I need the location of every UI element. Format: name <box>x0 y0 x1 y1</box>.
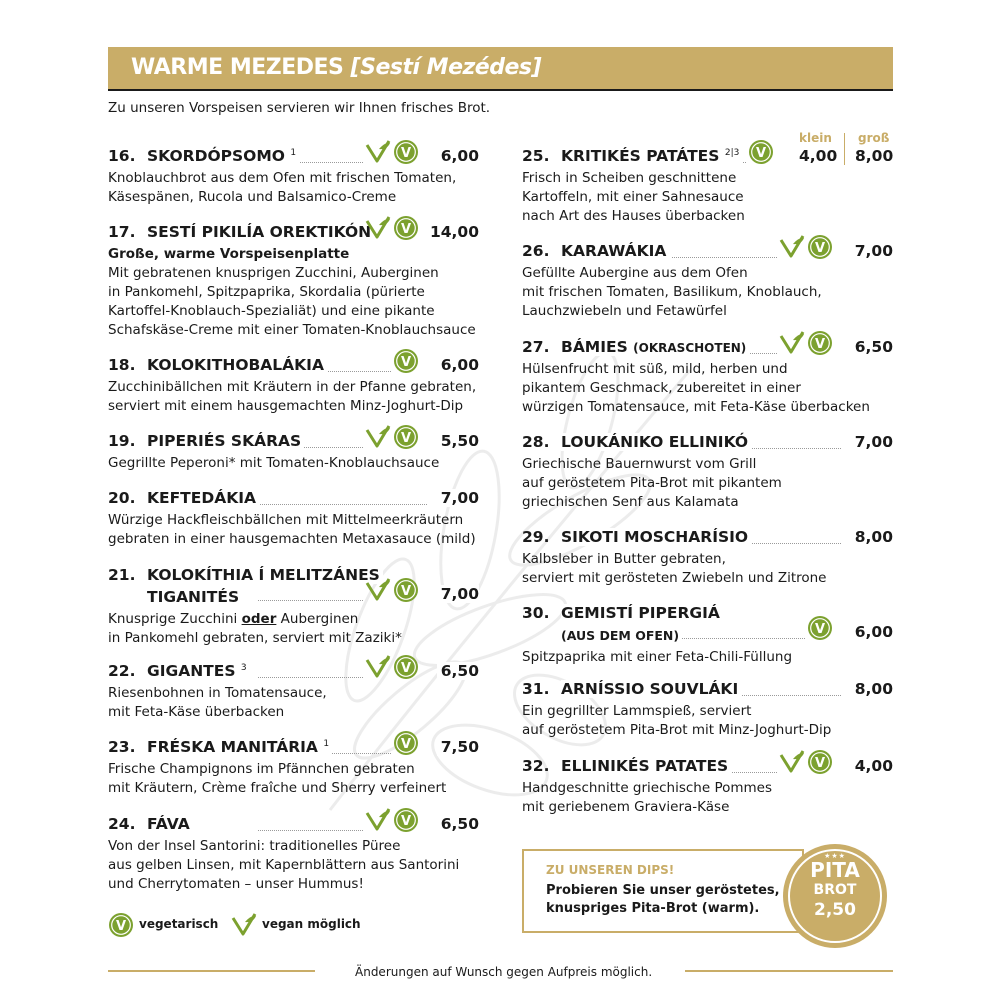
item-number: 27. <box>522 338 550 356</box>
dips-title: ZU UNSEREN DIPS! <box>546 863 675 877</box>
item-number: 16. <box>108 147 136 165</box>
menu-item <box>522 242 893 321</box>
item-name: SKORDÓPSOMO $^1$ <box>147 147 299 165</box>
item-allergen-note: 1 <box>323 738 330 749</box>
item-price: 4,00 <box>851 757 893 775</box>
size-large-label: groß <box>858 131 890 145</box>
item-number: 20. <box>108 489 136 507</box>
item-description-line: mit geriebenem Graviera-Käse <box>522 799 730 815</box>
item-price: 7,00 <box>851 433 893 451</box>
item-description-line: in Pankomehl, Spitzpaprika, Skordalia (pürierte <box>108 284 425 300</box>
vegan-icon <box>231 912 257 938</box>
vegetarian-icon <box>393 348 419 374</box>
item-number: 32. <box>522 757 550 775</box>
footer-line-right <box>685 970 893 972</box>
item-number: 30. <box>522 604 550 622</box>
svg-text:V: V <box>400 661 412 676</box>
vegetarian-icon <box>108 912 134 938</box>
item-price: 8,00 <box>851 528 893 546</box>
vegan-icon <box>365 577 391 603</box>
item-description-line: Lauchzwiebeln und Fetawürfel <box>522 303 727 319</box>
item-description-line: Von der Insel Santorini: traditionelles Püree <box>108 838 401 854</box>
item-price: 14,00 <box>426 223 479 241</box>
svg-text:V: V <box>400 431 412 446</box>
item-description-line: Knusprige Zucchini oder Auberginen <box>108 611 359 627</box>
item-name: KEFTEDÁKIA <box>147 489 259 507</box>
vegan-icon <box>365 424 391 450</box>
menu-item <box>522 680 893 740</box>
item-name-line2: (AUS DEM OFEN) <box>561 628 682 643</box>
pita-word2: BROT <box>813 882 857 898</box>
item-description-line: Schafskäse-Creme mit einer Tomaten-Knoblauchsauce <box>108 322 476 338</box>
item-description-line: auf geröstetem Pita-Brot mit Minz-Joghurt-Dip <box>522 722 832 738</box>
item-name: FRÉSKA MANITÁRIA $^1$ <box>147 738 332 756</box>
footer-line-left <box>108 970 315 972</box>
menu-item <box>522 433 893 512</box>
item-name: ARNÍSSIO SOUVLÁKI <box>561 680 741 698</box>
vegetarian-icon <box>393 807 419 833</box>
item-price: 8,00 <box>851 680 893 698</box>
item-description-line: würzigen Tomatensauce, mit Feta-Käse überbacken <box>522 399 870 415</box>
vegetarian-icon <box>393 139 419 165</box>
item-description-line: in Pankomehl gebraten, serviert mit Zaziki* <box>108 630 402 646</box>
dotted-leader <box>258 830 363 831</box>
item-allergen-note: 2|3 <box>724 147 740 158</box>
item-description-line: gebraten in einer hausgemachten Metaxasauce (mild) <box>108 531 476 547</box>
item-price-large: 8,00 <box>851 147 893 165</box>
pita-badge <box>783 844 887 948</box>
dips-box <box>522 849 804 933</box>
item-price: 6,00 <box>851 623 893 641</box>
item-price: 7,00 <box>437 489 479 507</box>
menu-item <box>108 566 479 648</box>
item-description-line: Zucchinibällchen mit Kräutern in der Pfanne gebraten, <box>108 379 477 395</box>
item-number: 26. <box>522 242 550 260</box>
svg-text:V: V <box>400 146 412 161</box>
item-name: SIKOTI MOSCHARÍSIO <box>561 528 751 546</box>
item-name: GEMISTÍ PIPERGIÁ <box>561 604 723 622</box>
item-description-line: Gegrillte Peperoni* mit Tomaten-Knoblauchsauce <box>108 455 440 471</box>
item-description-line: Griechische Bauernwurst vom Grill <box>522 456 757 472</box>
item-description-line: Hülsenfrucht mit süß, mild, herben und <box>522 361 788 377</box>
item-description-line: Riesenbohnen in Tomatensauce, <box>108 685 327 701</box>
item-number: 31. <box>522 680 550 698</box>
item-name: PIPERIÉS SKÁRAS <box>147 432 304 450</box>
intro-text: Zu unseren Vorspeisen servieren wir Ihnen frisches Brot. <box>108 100 491 116</box>
menu-item <box>108 815 479 894</box>
item-description-line: Kartoffeln, mit einer Sahnesauce <box>522 189 744 205</box>
vegetarian-icon <box>807 749 833 775</box>
vegan-icon <box>365 654 391 680</box>
menu-item <box>522 604 893 667</box>
item-number: 21. <box>108 566 136 584</box>
item-allergen-note: 3 <box>240 662 247 673</box>
svg-text:V: V <box>400 222 412 237</box>
item-description-line: Handgeschnitte griechische Pommes <box>522 780 773 796</box>
item-description-line: aus gelben Linsen, mit Kapernblättern aus Santorini <box>108 857 460 873</box>
menu-item <box>108 223 479 340</box>
page-title: WARME MEZEDES [Sestí Mezédes] <box>131 55 542 80</box>
vegan-icon <box>779 330 805 356</box>
item-description-line: Knoblauchbrot aus dem Ofen mit frischen Tomaten, <box>108 170 457 186</box>
item-number: 24. <box>108 815 136 833</box>
menu-item <box>108 489 479 549</box>
item-price: 6,50 <box>851 338 893 356</box>
item-number: 19. <box>108 432 136 450</box>
item-name: KARAWÁKIA <box>561 242 669 260</box>
item-name-line2: TIGANITÉS <box>147 588 242 606</box>
item-name: FÁVA <box>147 815 193 833</box>
item-number: 25. <box>522 147 550 165</box>
item-description-line: Spitzpaprika mit einer Feta-Chili-Füllung <box>522 649 793 665</box>
dotted-leader <box>258 600 363 601</box>
legend-vegan: vegan möglich <box>262 917 361 931</box>
size-small-label: klein <box>799 131 832 145</box>
item-description-line: Kalbsleber in Butter gebraten, <box>522 551 726 567</box>
item-price-small: 4,00 <box>795 147 837 165</box>
menu-item <box>108 147 479 207</box>
dotted-leader <box>672 638 805 639</box>
item-name-note: (OKRASCHOTEN) <box>633 341 747 355</box>
svg-text:V: V <box>755 146 767 161</box>
svg-text:V: V <box>400 737 412 752</box>
svg-text:V: V <box>400 355 412 370</box>
menu-item <box>108 432 479 473</box>
item-number: 22. <box>108 662 136 680</box>
item-number: 18. <box>108 356 136 374</box>
vegetarian-icon <box>807 615 833 641</box>
vegan-icon <box>365 139 391 165</box>
svg-text:V: V <box>400 814 412 829</box>
item-description-line: auf geröstetem Pita-Brot mit pikantem <box>522 475 782 491</box>
menu-item <box>108 738 479 798</box>
item-name: LOUKÁNIKO ELLINIKÓ <box>561 433 751 451</box>
item-price: 6,00 <box>437 356 479 374</box>
item-description-line: Käsespänen, Rucola und Balsamico-Creme <box>108 189 397 205</box>
pita-price: 2,50 <box>814 900 856 920</box>
item-description-line: nach Art des Hauses überbacken <box>522 208 745 224</box>
menu-item <box>108 662 479 722</box>
dotted-leader <box>258 677 363 678</box>
item-price: 7,00 <box>851 242 893 260</box>
vegetarian-icon <box>748 139 774 165</box>
item-description-line: mit frischen Tomaten, Basilikum, Knoblauch, <box>522 284 822 300</box>
legend-vegetarian: vegetarisch <box>139 917 219 931</box>
item-description-line: mit Feta-Käse überbacken <box>108 704 285 720</box>
vegetarian-icon <box>393 215 419 241</box>
svg-text:V: V <box>814 756 826 771</box>
vegetarian-icon <box>393 577 419 603</box>
item-description-line: Frische Champignons im Pfännchen gebraten <box>108 761 415 777</box>
vegan-icon <box>365 215 391 241</box>
vegetarian-icon <box>807 330 833 356</box>
item-number: 23. <box>108 738 136 756</box>
menu-item <box>522 147 893 226</box>
item-description-line: griechischen Senf aus Kalamata <box>522 494 739 510</box>
item-number: 17. <box>108 223 136 241</box>
dotted-leader <box>258 504 427 505</box>
menu-item <box>522 338 893 417</box>
item-name: KOLOKÍTHIA Í MELITZÁNES <box>147 566 383 584</box>
item-price: 6,00 <box>437 147 479 165</box>
vegetarian-icon <box>393 654 419 680</box>
vegetarian-icon <box>393 424 419 450</box>
svg-text:V: V <box>400 584 412 599</box>
item-price: 7,50 <box>437 738 479 756</box>
pita-word: PITA <box>810 858 860 882</box>
pita-stars: ★★★ <box>824 852 846 860</box>
vegan-icon <box>779 749 805 775</box>
item-name: BÁMIES (OKRASCHOTEN) <box>561 338 749 356</box>
dips-text: Probieren Sie unser geröstetes, knuspriges Pita-Brot (warm). <box>546 883 780 916</box>
item-allergen-note: 1 <box>290 147 297 158</box>
dotted-leader <box>672 257 777 258</box>
menu-item <box>522 757 893 817</box>
vegan-icon <box>779 234 805 260</box>
footer-note: Änderungen auf Wunsch gegen Aufpreis möglich. <box>355 965 653 979</box>
item-name: KOLOKITHOBALÁKIA <box>147 356 327 374</box>
item-description-line: Würzige Hackfleischbällchen mit Mittelmeerkräutern <box>108 512 464 528</box>
item-description-line: Frisch in Scheiben geschnittene <box>522 170 737 186</box>
item-name: KRITIKÉS PATÁTES $^{2|3}$ <box>561 147 742 165</box>
item-number: 29. <box>522 528 550 546</box>
item-description-line: serviert mit gerösteten Zwiebeln und Zitrone <box>522 570 827 586</box>
menu-item <box>108 356 479 416</box>
item-description-line: Mit gebratenen knusprigen Zucchini, Auberginen <box>108 265 439 281</box>
item-subtitle: Große, warme Vorspeisenplatte <box>108 246 350 262</box>
item-description-line: und Cherrytomaten – unser Hummus! <box>108 876 364 892</box>
item-price: 6,50 <box>437 815 479 833</box>
item-description-line: pikantem Geschmack, zubereitet in einer <box>522 380 801 396</box>
item-name: ELLINIKÉS PATATES <box>561 757 731 775</box>
item-price: 7,00 <box>437 585 479 603</box>
menu-item <box>522 528 893 588</box>
item-description-line: mit Kräutern, Crème fraîche und Sherry verfeinert <box>108 780 447 796</box>
page-subtitle: [Sestí Mezédes] <box>350 55 542 80</box>
svg-text:V: V <box>115 919 127 934</box>
item-name: GIGANTES $^3$ <box>147 662 250 680</box>
vegetarian-icon <box>807 234 833 260</box>
item-description-line: Ein gegrillter Lammspieß, serviert <box>522 703 752 719</box>
header-underline <box>108 89 893 91</box>
svg-text:V: V <box>814 241 826 256</box>
svg-text:V: V <box>814 622 826 637</box>
item-description-line: serviert mit einem hausgemachten Minz-Joghurt-Dip <box>108 398 464 414</box>
item-price: 6,50 <box>437 662 479 680</box>
item-description-line: Gefüllte Aubergine aus dem Ofen <box>522 265 748 281</box>
item-description-line: Kartoffel-Knoblauch-Spezialiät) und eine pikante <box>108 303 435 319</box>
svg-text:V: V <box>814 337 826 352</box>
item-number: 28. <box>522 433 550 451</box>
vegetarian-icon <box>393 730 419 756</box>
item-name: SESTÍ PIKILÍA OREKTIKÓN <box>147 223 374 241</box>
item-price: 5,50 <box>437 432 479 450</box>
vegan-icon <box>365 807 391 833</box>
